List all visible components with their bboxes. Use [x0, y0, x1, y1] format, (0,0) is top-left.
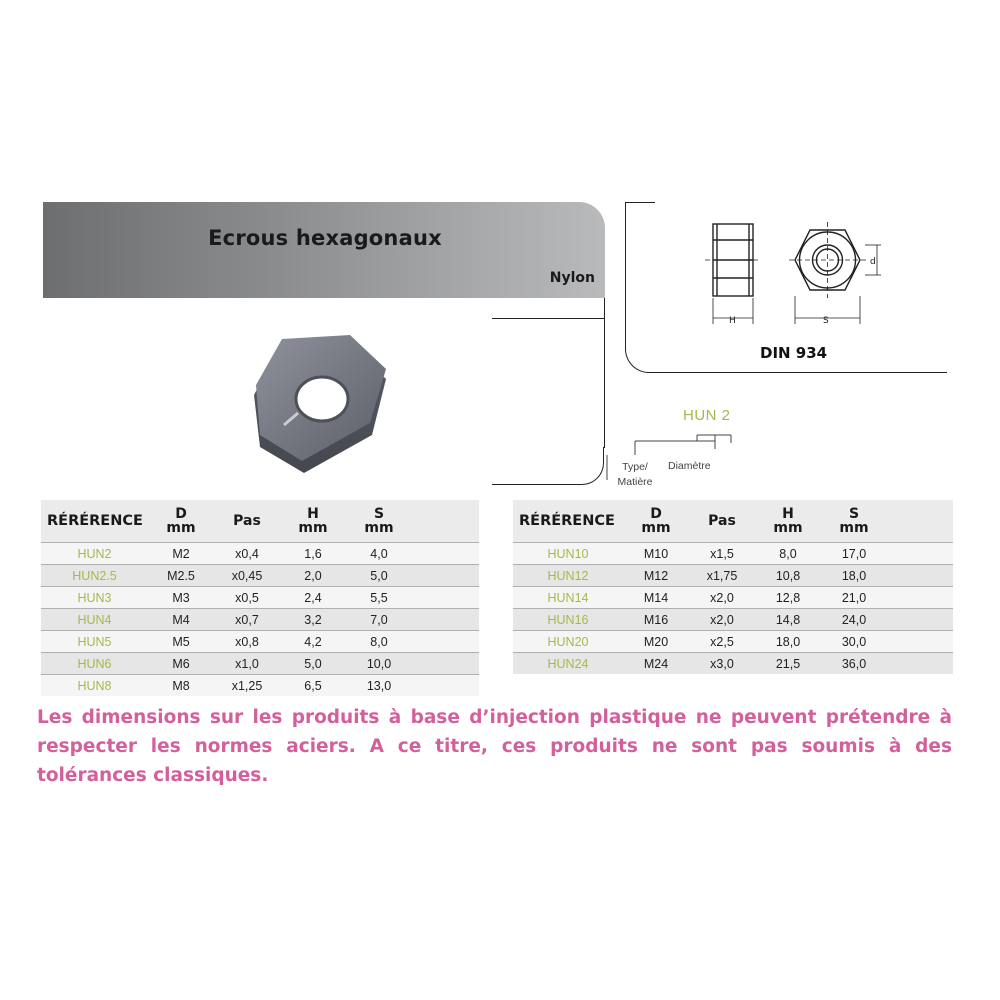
cell-pas: x3,0 [689, 653, 755, 675]
code-type-label: Type/ Matière [617, 461, 653, 488]
code-example: HUN 2 [683, 407, 731, 424]
cell-d: M14 [623, 587, 689, 609]
cell-pas: x1,5 [689, 543, 755, 565]
cell-spacer [887, 609, 953, 631]
table-row [513, 587, 953, 609]
cell-spacer [412, 543, 479, 565]
cell-h: 21,5 [755, 653, 821, 675]
header-h-label: H [782, 506, 794, 522]
header-banner [43, 202, 605, 298]
dim-s-label: S [823, 316, 829, 326]
table-row [41, 653, 479, 675]
cell-ref: HUN2 [41, 543, 148, 565]
cell-spacer [887, 631, 953, 653]
cell-d: M2 [148, 543, 214, 565]
cell-ref: HUN16 [513, 609, 623, 631]
cell-spacer [412, 631, 479, 653]
header-d [623, 500, 689, 543]
cell-s: 5,5 [346, 587, 412, 609]
cell-h: 10,8 [755, 565, 821, 587]
cell-pas: x1,25 [214, 675, 280, 697]
header-h [280, 500, 346, 543]
nylon-hex-nut-image [240, 325, 400, 485]
cell-pas: x1,0 [214, 653, 280, 675]
frame-corner-photo [566, 447, 604, 485]
cell-d: M2.5 [148, 565, 214, 587]
cell-ref: HUN5 [41, 631, 148, 653]
header-d-unit: mm [641, 520, 671, 536]
cell-pas: x0,7 [214, 609, 280, 631]
header-pas: Pas [233, 513, 261, 529]
cell-s: 7,0 [346, 609, 412, 631]
cell-s: 10,0 [346, 653, 412, 675]
header-reference: RÉRÉRENCE [519, 513, 615, 529]
header-s-unit: mm [364, 520, 394, 536]
cell-h: 3,2 [280, 609, 346, 631]
tolerance-notice: Les dimensions sur les produits à base d’injection plastique ne peuvent prétendre à respecter les normes aciers. A ce titre, ces produits ne sont pas soumis à des tolérances classiques. [37, 707, 952, 786]
header-d-label: D [175, 506, 187, 522]
cell-d: M5 [148, 631, 214, 653]
cell-d: M10 [623, 543, 689, 565]
header-d-label: D [650, 506, 662, 522]
frame-drawing-top [625, 202, 655, 203]
cell-s: 36,0 [821, 653, 887, 675]
cell-h: 4,2 [280, 631, 346, 653]
table-row [513, 631, 953, 653]
table-row [41, 565, 479, 587]
cell-spacer [412, 609, 479, 631]
cell-h: 2,0 [280, 565, 346, 587]
cell-s: 18,0 [821, 565, 887, 587]
cell-ref: HUN12 [513, 565, 623, 587]
header-s-label: S [848, 506, 860, 522]
dim-h-label: H [729, 316, 736, 326]
cell-d: M12 [623, 565, 689, 587]
table-row [41, 609, 479, 631]
table-header-row [513, 500, 953, 543]
cell-spacer [412, 653, 479, 675]
cell-d: M4 [148, 609, 214, 631]
table-row [41, 675, 479, 697]
frame-line-photo-bottom [492, 484, 568, 485]
cell-pas: x0,5 [214, 587, 280, 609]
cell-ref: HUN2.5 [41, 565, 148, 587]
table-row [513, 609, 953, 631]
cell-spacer [887, 653, 953, 675]
cell-pas: x1,75 [689, 565, 755, 587]
header-spacer [412, 500, 479, 543]
cell-pas: x2,5 [689, 631, 755, 653]
code-diameter-label: Diamètre [668, 460, 711, 472]
cell-pas: x2,0 [689, 609, 755, 631]
table-row [41, 587, 479, 609]
cell-ref: HUN14 [513, 587, 623, 609]
header-h-label: H [307, 506, 319, 522]
din-934-drawing [695, 212, 895, 332]
cell-pas: x0,4 [214, 543, 280, 565]
cell-ref: HUN8 [41, 675, 148, 697]
table-header-row [41, 500, 479, 543]
table-row [41, 631, 479, 653]
header-pas: Pas [708, 513, 736, 529]
cell-h: 14,8 [755, 609, 821, 631]
cell-ref: HUN6 [41, 653, 148, 675]
cell-d: M3 [148, 587, 214, 609]
header-d-unit: mm [166, 520, 196, 536]
cell-s: 4,0 [346, 543, 412, 565]
standard-label: DIN 934 [760, 344, 828, 362]
cell-h: 1,6 [280, 543, 346, 565]
dimensions-table-left [41, 500, 479, 696]
cell-ref: HUN4 [41, 609, 148, 631]
header-d [148, 500, 214, 543]
cell-spacer [412, 587, 479, 609]
cell-d: M20 [623, 631, 689, 653]
side-view [705, 224, 761, 324]
cell-s: 30,0 [821, 631, 887, 653]
header-spacer [887, 500, 953, 543]
table-row [513, 565, 953, 587]
cell-h: 8,0 [755, 543, 821, 565]
cell-s: 21,0 [821, 587, 887, 609]
table-row [513, 543, 953, 565]
cell-s: 8,0 [346, 631, 412, 653]
cell-h: 12,8 [755, 587, 821, 609]
material-label: Nylon [549, 270, 595, 286]
cell-spacer [412, 565, 479, 587]
page-title: Ecrous hexagonaux [208, 226, 442, 250]
header-s-unit: mm [839, 520, 869, 536]
cell-ref: HUN3 [41, 587, 148, 609]
cell-d: M16 [623, 609, 689, 631]
cell-h: 5,0 [280, 653, 346, 675]
cell-spacer [887, 587, 953, 609]
cell-spacer [887, 565, 953, 587]
cell-s: 24,0 [821, 609, 887, 631]
header-h-unit: mm [773, 520, 803, 536]
table-row [41, 543, 479, 565]
front-view [789, 222, 881, 324]
header-s [821, 500, 887, 543]
dim-d-label: d [870, 257, 876, 267]
cell-ref: HUN10 [513, 543, 623, 565]
header-h [755, 500, 821, 543]
cell-pas: x0,8 [214, 631, 280, 653]
cell-d: M6 [148, 653, 214, 675]
header-h-unit: mm [298, 520, 328, 536]
header-s-label: S [373, 506, 385, 522]
cell-pas: x2,0 [689, 587, 755, 609]
frame-line-photo-top [492, 318, 605, 319]
cell-ref: HUN20 [513, 631, 623, 653]
cell-s: 5,0 [346, 565, 412, 587]
cell-spacer [887, 543, 953, 565]
cell-h: 18,0 [755, 631, 821, 653]
cell-spacer [412, 675, 479, 697]
cell-pas: x0,45 [214, 565, 280, 587]
cell-ref: HUN24 [513, 653, 623, 675]
cell-d: M8 [148, 675, 214, 697]
cell-s: 13,0 [346, 675, 412, 697]
cell-h: 2,4 [280, 587, 346, 609]
cell-s: 17,0 [821, 543, 887, 565]
table-row [513, 653, 953, 675]
cell-h: 6,5 [280, 675, 346, 697]
cell-d: M24 [623, 653, 689, 675]
header-reference: RÉRÉRENCE [47, 513, 143, 529]
header-s [346, 500, 412, 543]
dimensions-table-right [513, 500, 953, 674]
